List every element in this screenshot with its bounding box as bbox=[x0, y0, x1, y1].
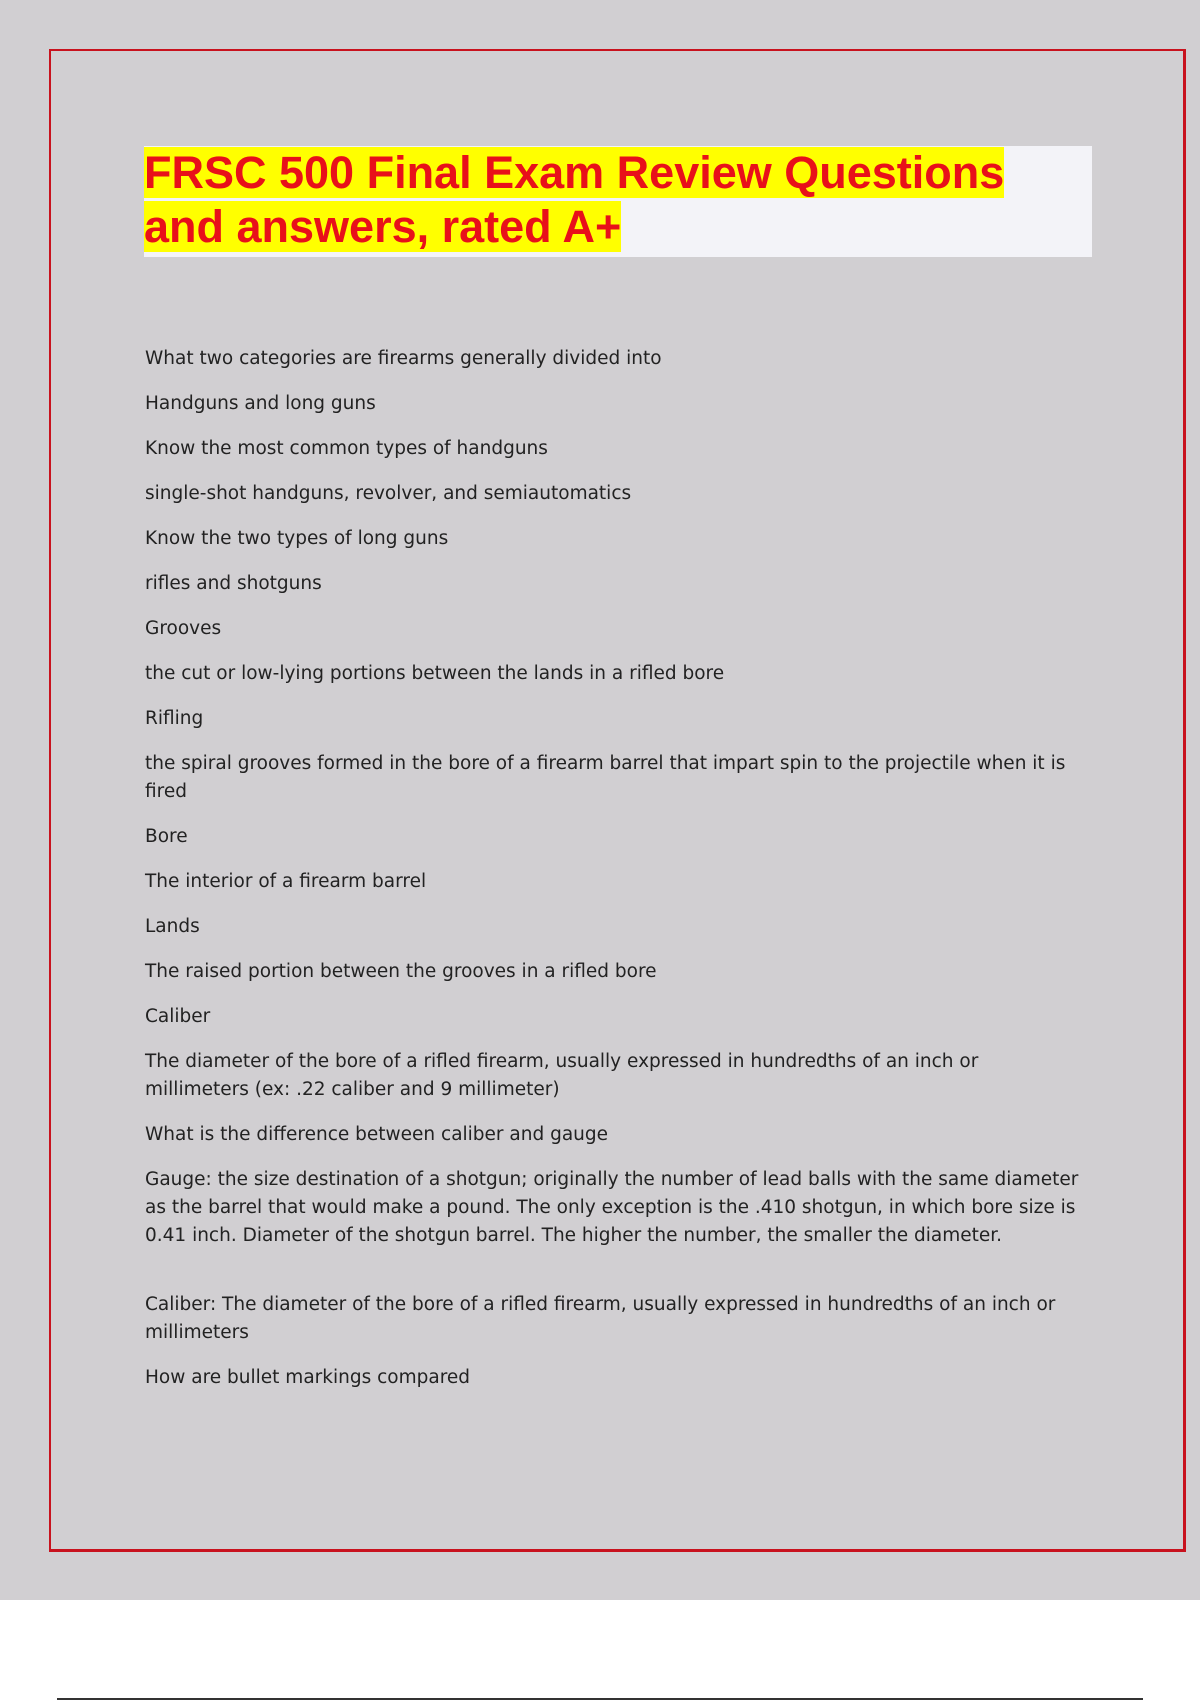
question-line: Rifling bbox=[145, 708, 204, 729]
question-line: How are bullet markings compared bbox=[145, 1367, 471, 1388]
answer-line: The interior of a firearm barrel bbox=[145, 871, 427, 892]
question-line: Grooves bbox=[145, 618, 222, 639]
answer-line: the spiral grooves formed in the bore of a firearm barrel that impart spin to the projectile when it is fired bbox=[145, 753, 1066, 802]
question-line: Know the most common types of handguns bbox=[145, 438, 548, 459]
question-line: Bore bbox=[145, 826, 188, 847]
question-line: What is the difference between caliber and gauge bbox=[145, 1124, 609, 1145]
answer-line: Caliber: The diameter of the bore of a rifled firearm, usually expressed in hundredths of an inch or millimeters bbox=[145, 1294, 1056, 1343]
title-line-1: FRSC 500 Final Exam Review Questions bbox=[144, 147, 1005, 198]
answer-line: the cut or low-lying portions between the lands in a rifled bore bbox=[145, 663, 725, 684]
answer-line: The raised portion between the grooves in a rifled bore bbox=[145, 961, 657, 982]
answer-line: Handguns and long guns bbox=[145, 393, 376, 414]
answer-line: Gauge: the size destination of a shotgun; originally the number of lead balls with the same diameter as the barrel that would make a pound. The only exception is the .410 shotgun, in which bore size is 0.41 inch. Diameter of the shotgun barrel. The higher the number, the smaller the diameter. bbox=[145, 1169, 1079, 1246]
answer-line: single-shot handguns, revolver, and semiautomatics bbox=[145, 483, 632, 504]
question-line: Know the two types of long guns bbox=[145, 528, 449, 549]
question-line: Caliber bbox=[145, 1006, 211, 1027]
title-line-2: and answers, rated A+ bbox=[144, 201, 622, 252]
answer-line: rifles and shotguns bbox=[145, 573, 322, 594]
answer-line: The diameter of the bore of a rifled firearm, usually expressed in hundredths of an inch or millimeters (ex: .22 caliber and 9 millimeter) bbox=[145, 1051, 979, 1100]
document-body bbox=[145, 345, 1085, 1409]
question-line: Lands bbox=[145, 916, 200, 937]
question-line: What two categories are firearms generally divided into bbox=[145, 348, 662, 369]
document-title bbox=[144, 146, 1084, 254]
